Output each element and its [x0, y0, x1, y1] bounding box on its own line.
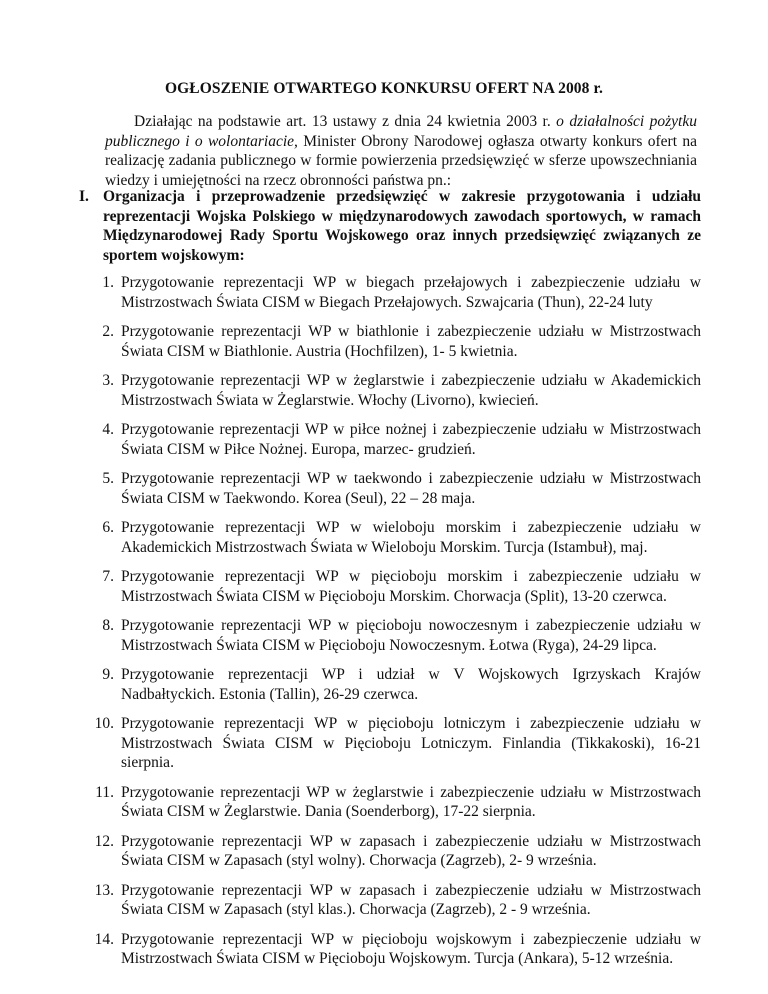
list-item-text: Przygotowanie reprezentacji WP w żeglarstwie i zabezpieczenie udziału w Akademickich Mistrzostwach Świata w Żeglarstwie. Włochy (Livorno), kwiecień.: [121, 372, 701, 409]
intro-paragraph: [105, 112, 697, 190]
list-item-number: 10.: [94, 715, 114, 732]
list-item-number: 6.: [102, 519, 114, 536]
list-item-text: Przygotowanie reprezentacji WP w żeglarstwie i zabezpieczenie udziału w Mistrzostwach Świata CISM w Żeglarstwie. Dania (Soenderborg), 17-22 sierpnia.: [121, 783, 701, 820]
list-item-text: Przygotowanie reprezentacji WP w pięcioboju nowoczesnym i zabezpieczenie udziału w Mistrzostwach Świata CISM w Pięcioboju Nowoczesnym. Łotwa (Ryga), 24-29 lipca.: [121, 617, 701, 654]
list-item-number: 4.: [102, 421, 114, 438]
list-item-number: 13.: [94, 881, 114, 899]
intro-text-part1: Działając na podstawie art. 13 ustawy z dnia 24 kwietnia 2003 r.: [134, 113, 557, 130]
list-item: [79, 665, 701, 704]
document-title: OGŁOSZENIE OTWARTEGO KONKURSU OFERT NA 2008 r.: [164, 80, 604, 97]
list-item-number: 7.: [102, 568, 114, 585]
list-item-text: Przygotowanie reprezentacji WP w biathlonie i zabezpieczenie udziału w Mistrzostwach Świata CISM w Biathlonie. Austria (Hochfilzen), 1- 5 kwietnia.: [121, 323, 701, 360]
list-item: [79, 567, 701, 606]
list-item-text: Przygotowanie reprezentacji WP w taekwondo i zabezpieczenie udziału w Mistrzostwach Świata CISM w Taekwondo. Korea (Seul), 22 – 28 maja.: [121, 470, 701, 507]
list-item-number: 5.: [102, 470, 114, 487]
list-item-number: 2.: [102, 323, 114, 340]
list-item: [79, 783, 701, 822]
list-item: [79, 832, 701, 871]
list-item-text: Przygotowanie reprezentacji WP w piłce nożnej i zabezpieczenie udziału w Mistrzostwach Świata CISM w Piłce Nożnej. Europa, marzec- grudzień.: [121, 421, 701, 458]
section-i: [79, 187, 701, 979]
list-item-number: 14.: [94, 930, 114, 948]
list-item-text: Przygotowanie reprezentacji WP w biegach przełajowych i zabezpieczenie udziału w Mistrzostwach Świata CISM w Biegach Przełajowych. Szwajcaria (Thun), 22-24 luty: [121, 274, 701, 311]
list-item: [79, 616, 701, 655]
list-item-number: 11.: [95, 783, 114, 801]
list-item-number: 12.: [94, 832, 114, 850]
list-item: [79, 469, 701, 508]
list-item-text: Przygotowanie reprezentacji WP w pięcioboju wojskowym i zabezpieczenie udziału w Mistrzostwach Świata CISM w Pięcioboju Wojskowym. Turcja (Ankara), 5-12 września.: [121, 930, 701, 967]
list-item-number: 1.: [102, 274, 114, 291]
list-item-number: 9.: [102, 666, 114, 683]
section-heading-text: Organizacja i przeprowadzenie przedsięwzięć w zakresie przygotowania i udziału reprezentacji Wojska Polskiego w międzynarodowych zawodach sportowych, w ramach Międzynarodowej Rady Sportu Wojskowego oraz innych przedsięwzięć związanych ze sportem wojskowym:: [103, 188, 701, 264]
section-heading: [79, 187, 701, 265]
list-item-text: Przygotowanie reprezentacji WP w zapasach i zabezpieczenie udziału w Mistrzostwach Świata CISM w Zapasach (styl klas.). Chorwacja (Zagrzeb), 2 - 9 września.: [121, 881, 701, 918]
list-item: [79, 881, 701, 920]
list-item-number: 3.: [102, 372, 114, 389]
list-item: [79, 371, 701, 410]
list-item-text: Przygotowanie reprezentacji WP i udział w V Wojskowych Igrzyskach Krajów Nadbałtyckich. Estonia (Tallin), 26-29 czerwca.: [121, 666, 701, 703]
intro-act-name: o działalności pożytku publicznego i o wolontariacie,: [105, 113, 697, 150]
list-item: [79, 930, 701, 969]
intro-text-part2: Minister Obrony Narodowej ogłasza otwarty konkurs ofert na realizację zadania publicznego w formie powierzenia przedsięwzięć w sferze upowszechniania wiedzy i umiejętności na rzecz obronności państwa pn.:: [105, 132, 697, 189]
section-number: I.: [79, 188, 89, 205]
list-item-text: Przygotowanie reprezentacji WP w wieloboju morskim i zabezpieczenie udziału w Akademickich Mistrzostwach Świata w Wieloboju Morskim. Turcja (Istambuł), maj.: [121, 519, 701, 556]
list-item-text: Przygotowanie reprezentacji WP w pięcioboju morskim i zabezpieczenie udziału w Mistrzostwach Świata CISM w Pięcioboju Morskim. Chorwacja (Split), 13-20 czerwca.: [121, 568, 701, 605]
list-item: [79, 518, 701, 557]
list-item: [79, 322, 701, 361]
list-item-text: Przygotowanie reprezentacji WP w pięcioboju lotniczym i zabezpieczenie udziału w Mistrzostwach Świata CISM w Pięcioboju Lotniczym. Finlandia (Tikkakoski), 16-21 sierpnia.: [121, 715, 701, 771]
list-item: [79, 273, 701, 312]
list-item: [79, 714, 701, 773]
list-item-text: Przygotowanie reprezentacji WP w zapasach i zabezpieczenie udziału w Mistrzostwach Świata CISM w Zapasach (styl wolny). Chorwacja (Zagrzeb), 2- 9 września.: [121, 832, 701, 869]
list-item-number: 8.: [102, 617, 114, 634]
list-item: [79, 420, 701, 459]
task-list: [79, 273, 701, 969]
